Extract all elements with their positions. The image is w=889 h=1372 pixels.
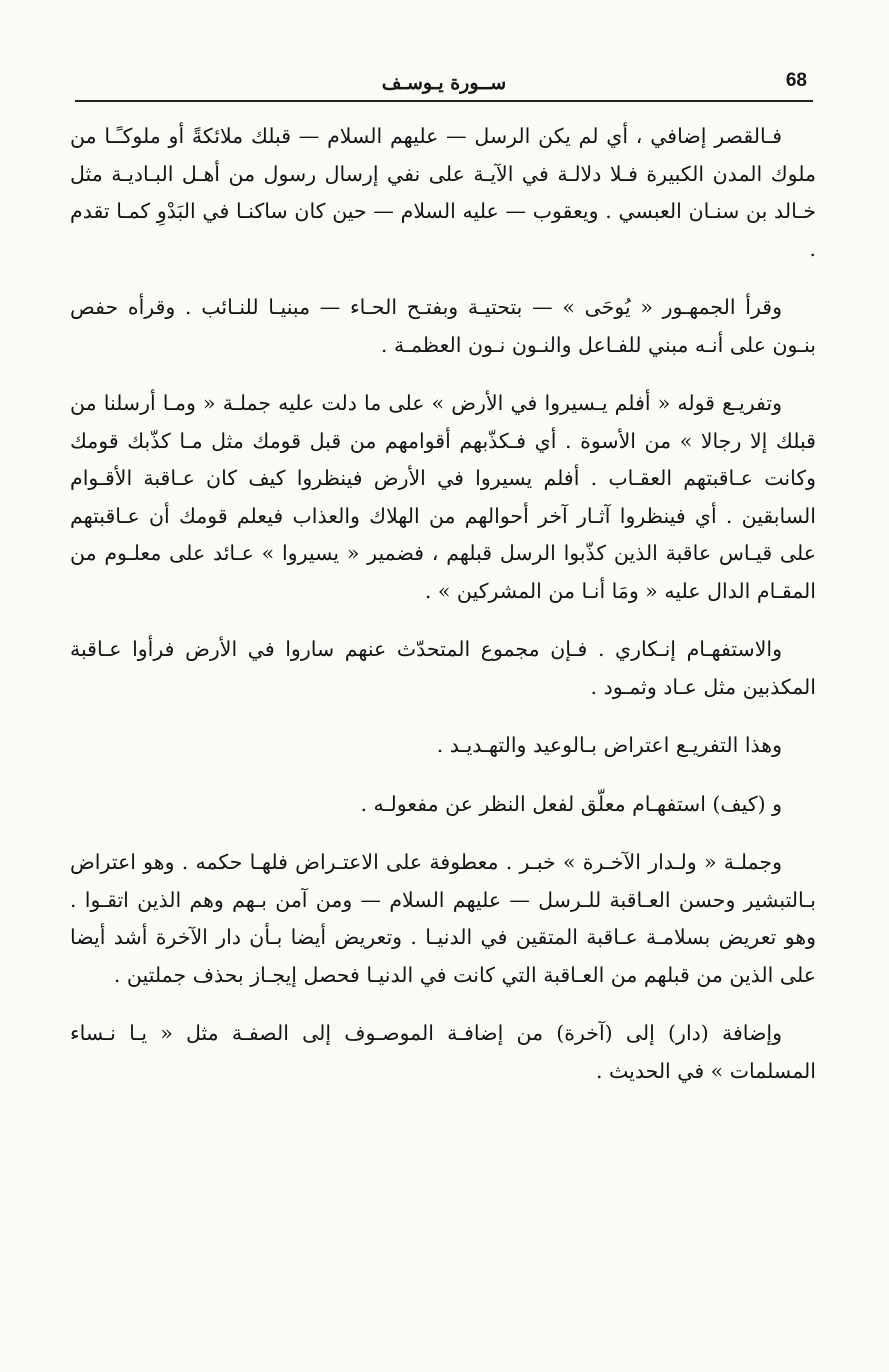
- page-body: [70, 118, 816, 1090]
- page-header: [75, 66, 813, 102]
- paragraph: وهذا التفريـع اعتراض بـالوعيد والتهـديـد .: [436, 733, 782, 757]
- surah-title: ســورة يـوسـف: [381, 72, 507, 94]
- paragraph: و (كيف) استفهـام معلّق لفعل النظر عن مفعولـه .: [360, 791, 782, 816]
- paragraph: وقرأ الجمهـور « يُوحَى » — بتحتيـة وبفتـح الحـاء — مبنيـا للنـائب . وقرأه حفص بنـون على أنـه مبني للفـاعل والنـون نـون العظمـة .: [70, 295, 816, 357]
- paragraph: وتفريـع قوله « أفلم يـسيروا في الأرض » على ما دلت عليه جملـة « ومـا أرسلنا من قبلك إلا رجالا » من الأسوة . أي فـكذّبهم أقوامهم من قبل قومك مثل مـا كذّبك قومك وكانت عـاقبتهم العقـاب . أفلم يسيروا في الأرض فينظروا كيف كان عـاقبة الأقـوام السابقين . أي فينظروا آثـار آخر أحوالهم من الهلاك والعذاب فيعلم قومك أن عـاقبتهم على قيـاس عاقبة الذين كذّبوا الرسل قبلهم ، فضمير « يسيروا » عـائد على معلـوم من المقـام الدال عليه « ومَا أنـا من المشركين » .: [70, 391, 816, 603]
- page-number: 68: [785, 70, 807, 91]
- paragraph: فـالقصر إضافي ، أي لم يكن الرسل — عليهم السلام — قبلك ملائكةً أو ملوكـًـا من ملوك المدن الكبيرة فـلا دلالـة في الآيـة على نفي إرسال رسول من أهـل البـاديـة مثل خـالد بن سنـان العبسي . ويعقوب — عليه السلام — حين كان ساكنـا في البَدْوِ كمـا تقدم .: [70, 124, 816, 261]
- paragraph: والاستفهـام إنـكاري . فـإن مجموع المتحدّث عنهم ساروا في الأرض فرأوا عـاقبة المكذبين مثل عـاد وثمـود .: [70, 637, 816, 699]
- paragraph: وإضافة (دار) إلى (آخرة) من إضافـة الموصـوف إلى الصفـة مثل « يـا نـساء المسلمات » في الحديث .: [70, 1021, 816, 1083]
- paragraph: وجملـة « ولـدار الآخـرة » خبـر . معطوفة على الاعتـراض فلهـا حكمه . وهو اعتراض بـالتبشير وحسن العـاقبة للـرسل — عليهم السلام — ومن آمن بـهم وهم الذين اتقـوا . وهو تعريض بسلامـة عـاقبة المتقين في الدنيـا . وتعريض أيضا بـأن دار الآخرة أشد أيضا على الذين من قبلهم من العـاقبة التي كانت في الدنيـا فحصل إيجـاز بحذف جملتين .: [70, 850, 816, 987]
